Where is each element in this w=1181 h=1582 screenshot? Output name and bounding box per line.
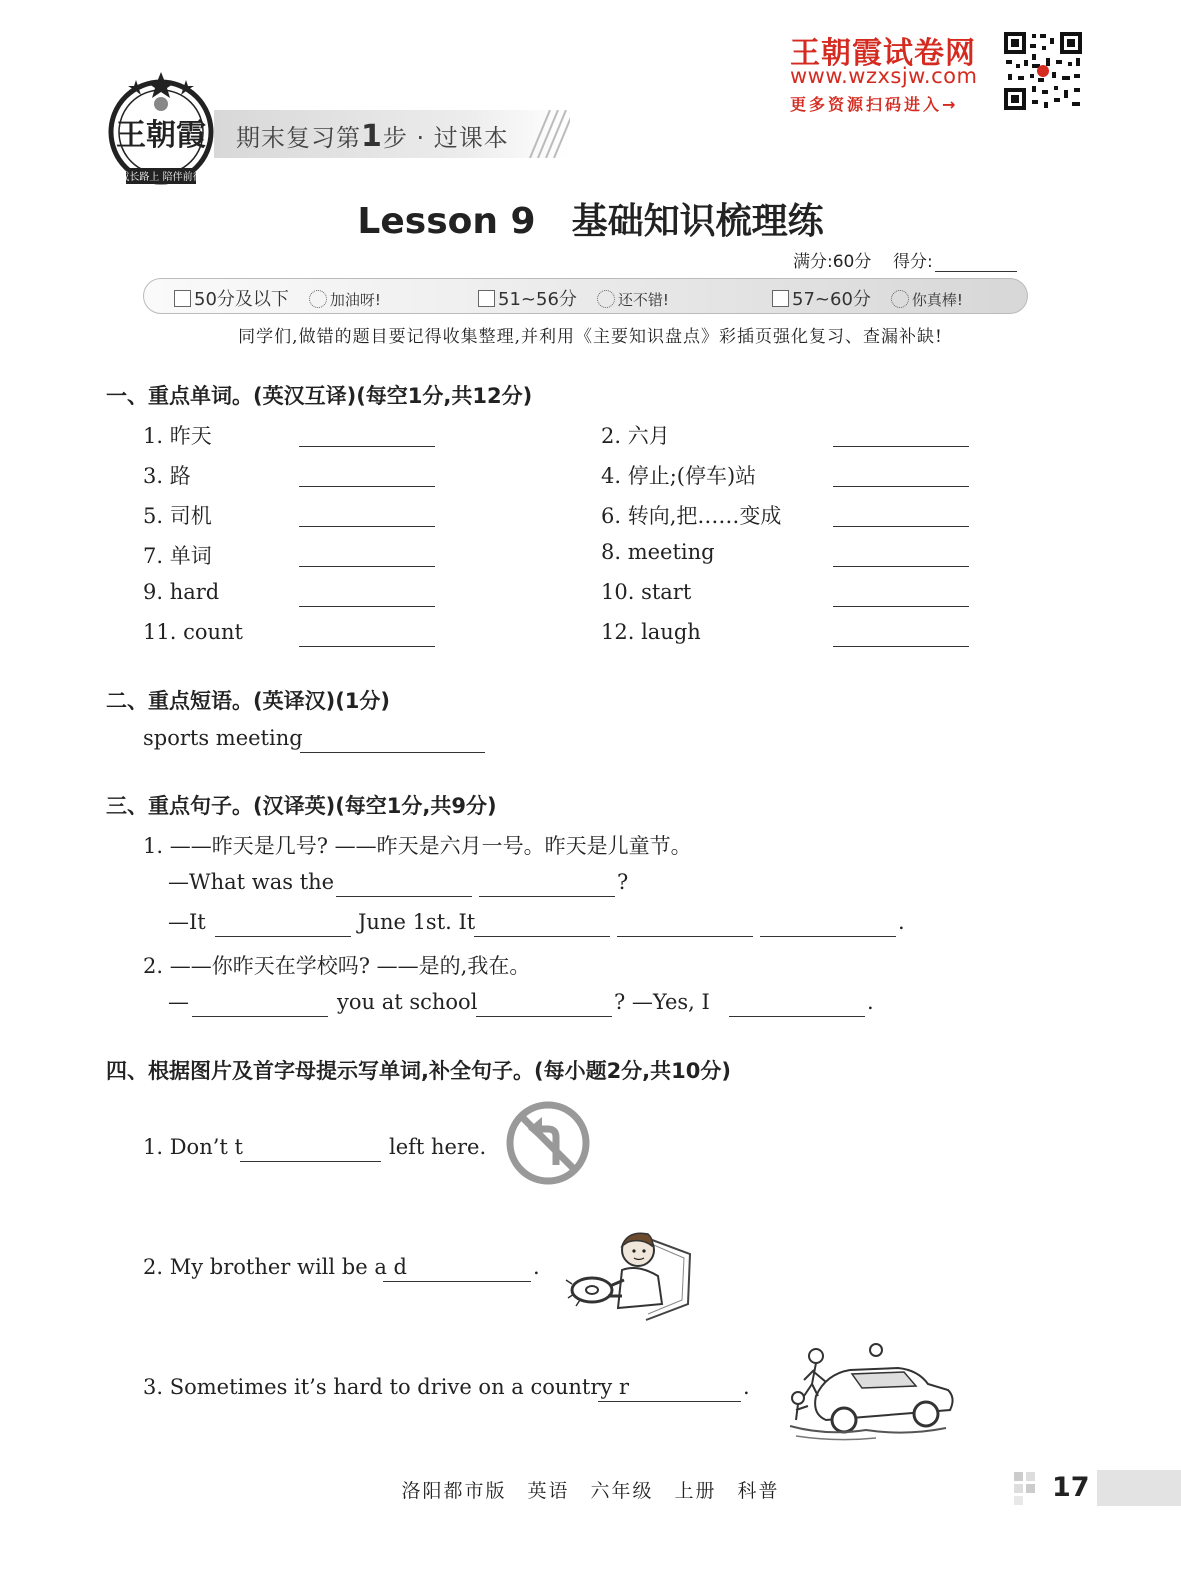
answer-blank[interactable] <box>833 624 969 647</box>
answer-blank[interactable] <box>383 1259 531 1282</box>
phrase: sports meeting <box>143 726 303 750</box>
qr-code-icon[interactable] <box>1002 30 1084 112</box>
banner-text: 期末复习第1步 · 过课本 <box>236 119 509 154</box>
sentence-en: —It <box>168 910 206 934</box>
answer-blank[interactable] <box>240 1139 381 1162</box>
word-item: 12. laugh <box>601 620 701 644</box>
punctuation: — <box>168 990 189 1014</box>
sentence-en: —What was the <box>168 870 335 894</box>
rating-option-3[interactable]: 57~60分 你真棒! <box>772 285 963 311</box>
answer-blank[interactable] <box>833 504 969 527</box>
smiley-icon <box>309 290 327 308</box>
answer-blank[interactable] <box>336 874 472 897</box>
punctuation: . <box>743 1375 750 1399</box>
answer-blank[interactable] <box>299 544 435 567</box>
answer-blank[interactable] <box>299 464 435 487</box>
answer-blank[interactable] <box>474 914 610 937</box>
score-blank[interactable] <box>935 253 1017 272</box>
edition-info: 洛阳都市版 英语 六年级 上册 科普 <box>401 1480 780 1502</box>
smiley-icon <box>891 290 909 308</box>
answer-blank[interactable] <box>760 914 896 937</box>
answer-blank[interactable] <box>833 544 969 567</box>
section-1-heading: 一、重点单词。(英汉互译)(每空1分,共12分) <box>106 384 533 408</box>
checkbox-icon[interactable] <box>772 290 789 307</box>
scan-hint: 更多资源扫码进入→ <box>790 95 959 114</box>
punctuation: . <box>898 910 905 934</box>
answer-blank[interactable] <box>192 994 328 1017</box>
self-rating-bar <box>143 278 1028 314</box>
sentence-en: 3. Sometimes it’s hard to drive on a country r <box>143 1375 629 1399</box>
checkbox-icon[interactable] <box>478 290 495 307</box>
word-item: 5. 司机 <box>143 504 212 528</box>
sentence-en: left here. <box>389 1135 487 1159</box>
sentence-en: 1. Don’t t <box>143 1135 243 1159</box>
word-item: 2. 六月 <box>601 424 670 448</box>
rating-option-2[interactable]: 51~56分 还不错! <box>478 285 669 311</box>
answer-blank[interactable] <box>598 1379 741 1402</box>
section-3-heading: 三、重点句子。(汉译英)(每空1分,共9分) <box>106 794 497 818</box>
word-item: 1. 昨天 <box>143 424 212 448</box>
site-title: 王朝霞试卷网 <box>790 36 976 71</box>
checkbox-icon[interactable] <box>174 290 191 307</box>
word-item: 11. count <box>143 620 243 644</box>
answer-blank[interactable] <box>299 624 435 647</box>
answer-blank[interactable] <box>729 994 865 1017</box>
word-item: 9. hard <box>143 580 220 604</box>
site-url[interactable]: www.wzxsjw.com <box>790 64 978 88</box>
answer-blank[interactable] <box>833 584 969 607</box>
sentence-en: 2. My brother will be a d <box>143 1255 407 1279</box>
rating-option-1[interactable]: 50分及以下 加油呀! <box>174 285 381 311</box>
sentence-cn: 2. ——你昨天在学校吗? ——是的,我在。 <box>143 954 531 978</box>
banner-stripes <box>520 110 570 158</box>
word-item: 4. 停止;(停车)站 <box>601 464 757 488</box>
word-item: 7. 单词 <box>143 544 212 568</box>
answer-blank[interactable] <box>479 874 615 897</box>
sentence-en: ? —Yes, I <box>614 990 710 1014</box>
answer-blank[interactable] <box>299 424 435 447</box>
answer-blank[interactable] <box>299 584 435 607</box>
answer-blank[interactable] <box>833 464 969 487</box>
answer-blank[interactable] <box>833 424 969 447</box>
answer-blank[interactable] <box>617 914 753 937</box>
study-tip: 同学们,做错的题目要记得收集整理,并利用《主要知识盘点》彩插页强化复习、查漏补缺! <box>238 327 943 347</box>
punctuation: ? <box>617 870 629 894</box>
section-4-heading: 四、根据图片及首字母提示写单词,补全句子。(每小题2分,共10分) <box>106 1059 731 1083</box>
smiley-icon <box>597 290 615 308</box>
full-score: 满分:60分 <box>793 252 872 272</box>
svg-text:成长路上 陪伴前行: 成长路上 陪伴前行 <box>119 172 203 183</box>
page-number: 17 <box>1052 1472 1090 1503</box>
answer-blank[interactable] <box>476 994 612 1017</box>
word-item: 6. 转向,把……变成 <box>601 504 782 528</box>
word-item: 3. 路 <box>143 464 191 488</box>
driver-illustration <box>562 1224 696 1324</box>
punctuation: . <box>867 990 874 1014</box>
sentence-en: you at school <box>337 990 478 1014</box>
car-in-mud-illustration <box>786 1340 956 1444</box>
punctuation: . <box>533 1255 540 1279</box>
word-item: 10. start <box>601 580 692 604</box>
word-item: 8. meeting <box>601 540 715 564</box>
score-line <box>793 247 1017 272</box>
page-number-bar <box>1012 1470 1181 1506</box>
score-label: 得分: <box>892 252 933 272</box>
answer-blank[interactable] <box>215 914 351 937</box>
section-2-heading: 二、重点短语。(英译汉)(1分) <box>106 689 391 713</box>
logo-text: 王朝霞 <box>116 118 206 153</box>
sentence-cn: 1. ——昨天是几号? ——昨天是六月一号。昨天是儿童节。 <box>143 834 692 858</box>
no-left-turn-sign-icon <box>504 1099 592 1187</box>
answer-blank[interactable] <box>299 504 435 527</box>
sentence-en: June 1st. It <box>358 910 476 934</box>
answer-blank[interactable] <box>300 730 485 753</box>
page-title: Lesson 9 基础知识梳理练 <box>357 201 824 242</box>
